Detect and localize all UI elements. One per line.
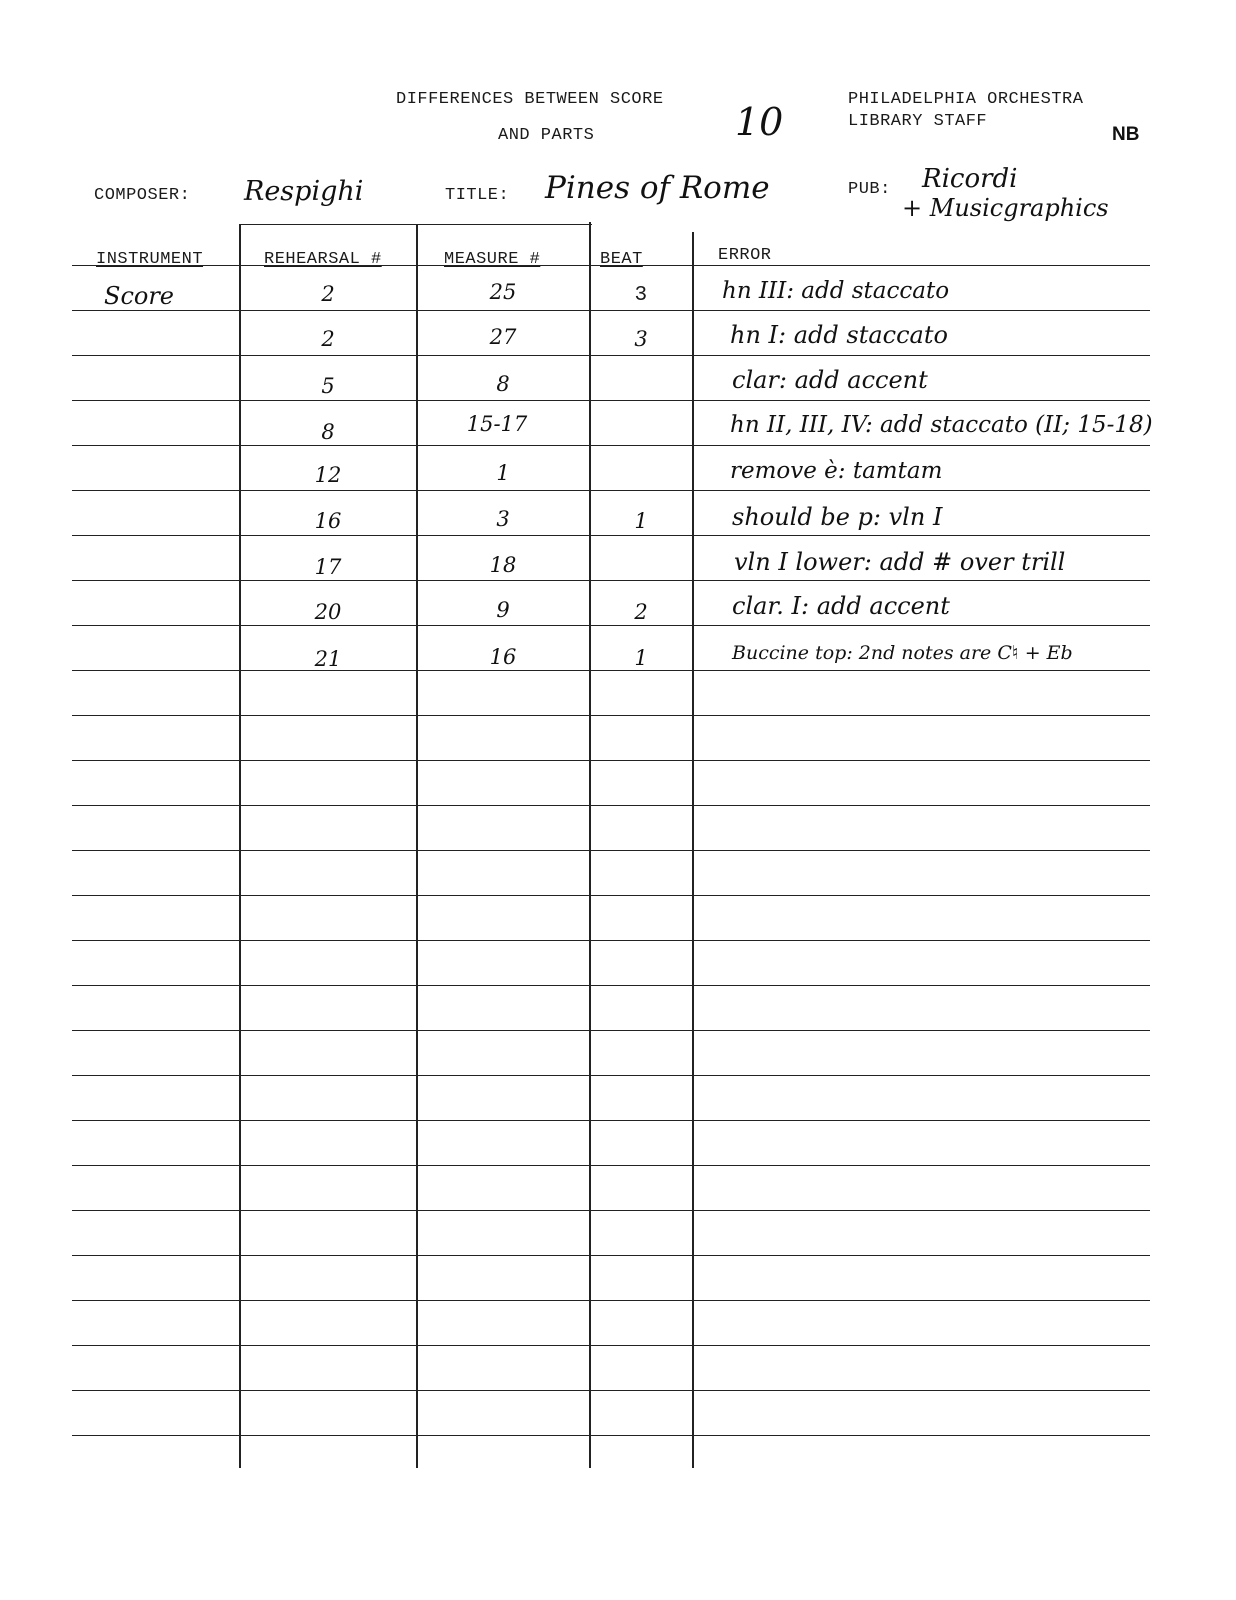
error-cell: vln I lower: add # over trill bbox=[734, 548, 1066, 576]
row-rule bbox=[72, 490, 1150, 491]
rehearsal-cell: 12 bbox=[314, 463, 342, 487]
measure-cell: 3 bbox=[496, 507, 510, 531]
rehearsal-cell: 16 bbox=[314, 509, 342, 533]
row-rule bbox=[72, 535, 1150, 536]
row-rule bbox=[72, 1390, 1150, 1391]
measure-cell: 8 bbox=[496, 372, 510, 396]
rehearsal-cell: 8 bbox=[321, 420, 335, 444]
rehearsal-cell: 17 bbox=[314, 555, 342, 579]
row-rule bbox=[72, 1120, 1150, 1121]
beat-cell: 2 bbox=[634, 600, 648, 624]
col-header-rehearsal: REHEARSAL # bbox=[264, 250, 382, 269]
column-divider bbox=[692, 232, 694, 1468]
col-header-error: ERROR bbox=[718, 246, 772, 265]
error-cell: hn II, III, IV: add staccato (II; 15-18) bbox=[730, 412, 1153, 438]
error-cell: should be p: vln I bbox=[732, 503, 943, 531]
measure-cell: 18 bbox=[489, 553, 517, 577]
sheet-number: 10 bbox=[735, 100, 784, 144]
row-rule bbox=[72, 1435, 1150, 1436]
title-label: TITLE: bbox=[445, 186, 510, 205]
org-name: PHILADELPHIA ORCHESTRA bbox=[848, 90, 1084, 109]
form-title-line1: DIFFERENCES BETWEEN SCORE bbox=[396, 90, 664, 109]
error-cell: hn III: add staccato bbox=[722, 278, 950, 304]
col-header-beat: BEAT bbox=[600, 250, 643, 269]
composer-value: Respighi bbox=[244, 176, 364, 207]
row-rule bbox=[72, 1210, 1150, 1211]
pub-value-line1: Ricordi bbox=[922, 164, 1018, 194]
row-rule bbox=[72, 760, 1150, 761]
title-value: Pines of Rome bbox=[545, 170, 770, 206]
row-rule bbox=[72, 715, 1150, 716]
row-rule bbox=[72, 1030, 1150, 1031]
rehearsal-cell: 2 bbox=[321, 327, 335, 351]
row-rule bbox=[72, 1165, 1150, 1166]
row-rule bbox=[72, 355, 1150, 356]
row-rule bbox=[72, 265, 1150, 266]
row-rule bbox=[72, 805, 1150, 806]
error-cell: clar. I: add accent bbox=[732, 592, 950, 620]
measure-cell: 25 bbox=[489, 280, 517, 304]
measure-cell: 9 bbox=[496, 598, 510, 622]
measure-cell: 1 bbox=[496, 461, 510, 485]
measure-cell: 16 bbox=[489, 645, 517, 669]
row-rule bbox=[72, 1345, 1150, 1346]
pub-value-line2: + Musicgraphics bbox=[902, 194, 1109, 222]
composer-label: COMPOSER: bbox=[94, 186, 191, 205]
column-divider bbox=[589, 222, 591, 1468]
row-rule bbox=[72, 940, 1150, 941]
error-cell: remove è: tamtam bbox=[730, 458, 943, 484]
measure-cell: 15-17 bbox=[466, 412, 528, 436]
error-cell: clar: add accent bbox=[732, 366, 928, 394]
column-divider bbox=[239, 224, 241, 1468]
rehearsal-cell: 5 bbox=[321, 374, 335, 398]
form-title-line2: AND PARTS bbox=[498, 126, 595, 145]
pub-label: PUB: bbox=[848, 180, 891, 199]
row-rule bbox=[72, 985, 1150, 986]
row-rule bbox=[72, 1300, 1150, 1301]
beat-cell: 1 bbox=[634, 646, 648, 670]
instrument-cell: Score bbox=[104, 282, 175, 310]
error-cell: hn I: add staccato bbox=[730, 321, 948, 349]
error-cell: Buccine top: 2nd notes are C♮ + Eb bbox=[732, 642, 1073, 664]
beat-cell: 1 bbox=[634, 509, 648, 533]
org-department: LIBRARY STAFF bbox=[848, 112, 988, 131]
row-rule bbox=[72, 850, 1150, 851]
row-rule bbox=[72, 670, 1150, 671]
row-rule bbox=[72, 445, 1150, 446]
row-rule bbox=[72, 580, 1150, 581]
row-rule bbox=[72, 895, 1150, 896]
row-rule bbox=[72, 1255, 1150, 1256]
rehearsal-cell: 20 bbox=[314, 600, 342, 624]
column-divider bbox=[416, 224, 418, 1468]
measure-cell: 27 bbox=[489, 325, 517, 349]
row-rule bbox=[72, 625, 1150, 626]
col-header-measure: MEASURE # bbox=[444, 250, 541, 269]
beat-cell: 3 bbox=[634, 284, 648, 307]
initials: NB bbox=[1112, 124, 1140, 145]
rehearsal-cell: 2 bbox=[321, 282, 335, 306]
row-rule bbox=[72, 400, 1150, 401]
col-header-instrument: INSTRUMENT bbox=[96, 250, 204, 269]
rehearsal-cell: 21 bbox=[314, 647, 342, 671]
row-rule bbox=[72, 1075, 1150, 1076]
row-rule bbox=[72, 310, 1150, 311]
beat-cell: 3 bbox=[634, 327, 648, 351]
